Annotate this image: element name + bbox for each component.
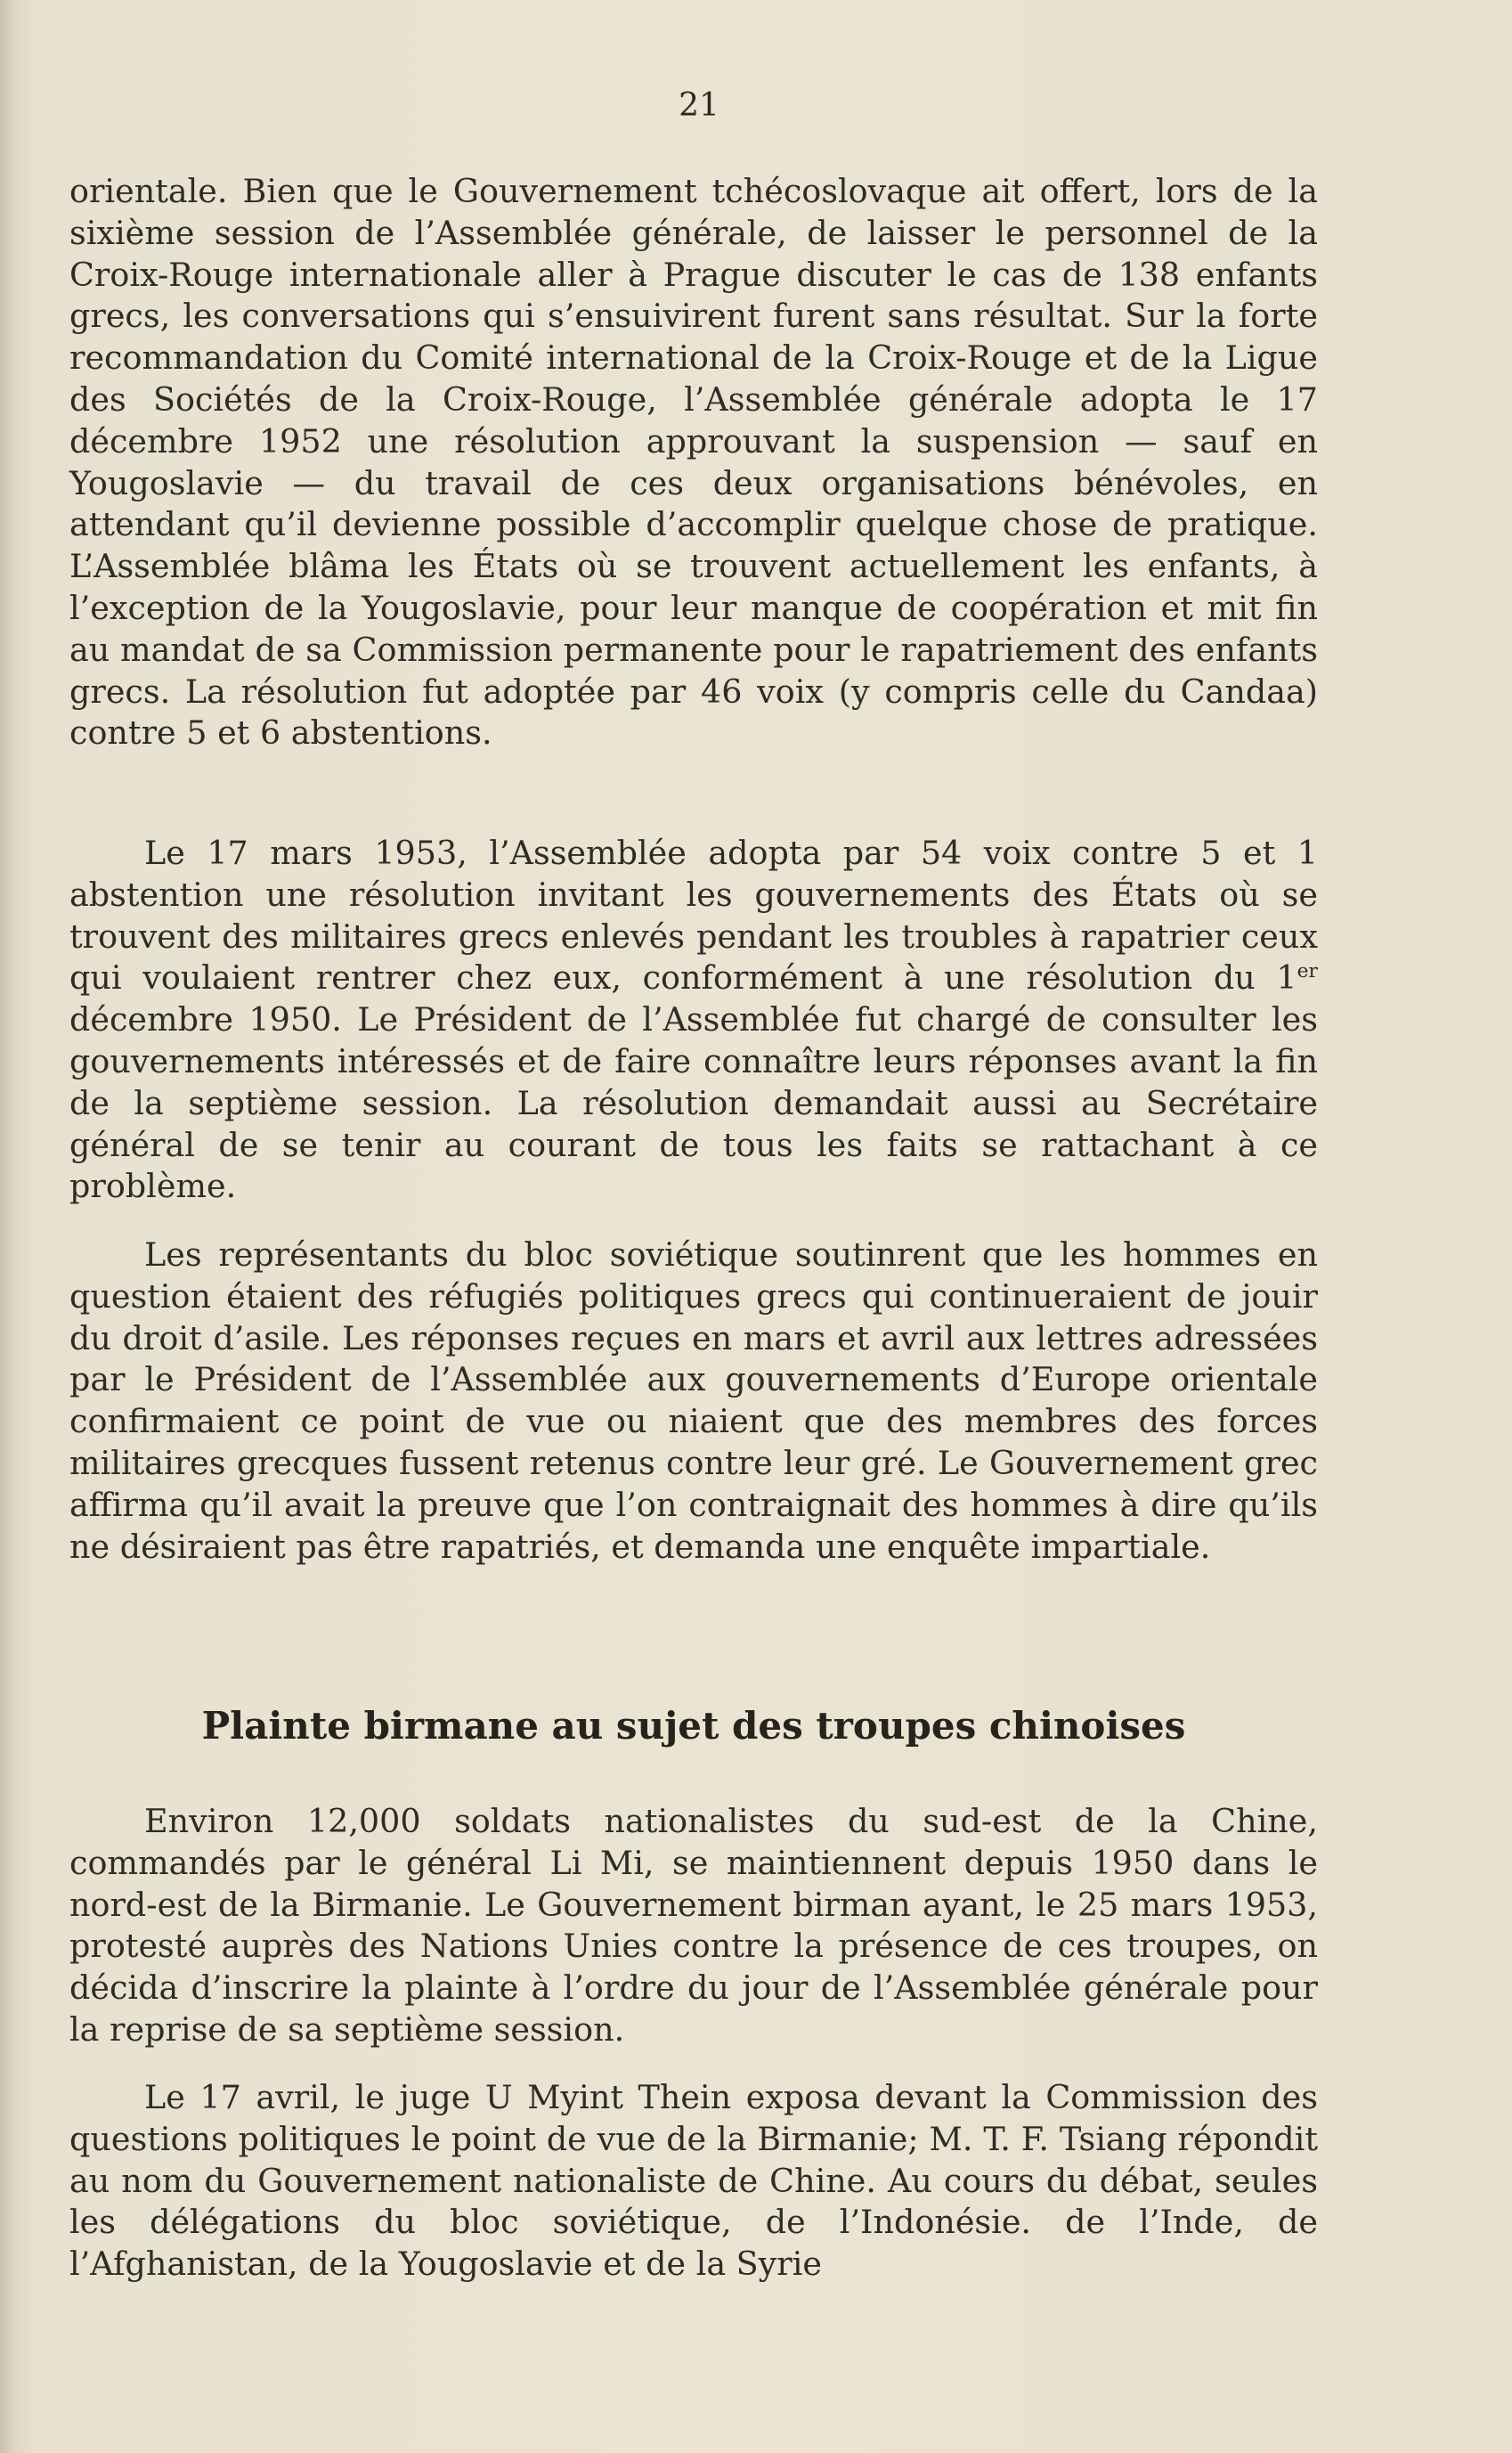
paragraph-greek-soldiers-text-2: décembre 1950. Le Président de l’Assemblée fut chargé de consulter les gouvernements intéressés et de faire connaître leurs réponses avant la fin de la septième session. La résolution demandait aussi au Secrétaire général de se tenir au courant de tous les faits se rattachant à ce problème. <box>69 1000 1318 1206</box>
paragraph-soviet-bloc: Les représentants du bloc soviétique soutinrent que les hommes en question étaient des réfugiés politiques grecs qui continueraient de jouir du droit d’asile. Les réponses reçues en mars et avril aux lettres adressées par le Président de l’Assemblée aux gouvernements d’Europe orientale confirmaient ce point de vue ou niaient que des membres des forces militaires grecques fussent retenus contre leur gré. Le Gouvernement grec affirma qu’il avait la preuve que l’on contraignait des hommes à dire qu’ils ne désiraient pas être rapatriés, et demanda une enquête impartiale. <box>69 1235 1318 1566</box>
ordinal-superscript: er <box>1297 960 1318 983</box>
paragraph-greek-soldiers <box>69 833 1318 1208</box>
page-number: 21 <box>679 87 719 124</box>
paragraph-greek-soldiers-text-1: Le 17 mars 1953, l’Assemblée adopta par 54 voix contre 5 et 1 abstention une résolution invitant les gouvernements des États où se trouvent des militaires grecs enlevés pendant les troubles à rapatrier ceux qui voulaient rentrer chez eux, conformément à une résolution du 1 <box>69 834 1318 998</box>
paragraph-political-committee: Le 17 avril, le juge U Myint Thein exposa devant la Commission des questions politiques le point de vue de la Birmanie; M. T. F. Tsiang répondit au nom du Gouvernement nationaliste de Chine. Au cours du débat, seules les délégations du bloc soviétique, de l’Indonésie. de l’Inde, de l’Afghanistan, de la Yougoslavie et de la Syrie <box>69 2078 1318 2284</box>
paragraph-chinese-troops: Environ 12,000 soldats nationalistes du sud-est de la Chine, commandés par le général Li Mi, se maintiennent depuis 1950 dans le nord-est de la Birmanie. Le Gouvernement birman ayant, le 25 mars 1953, protesté auprès des Nations Unies contre la présence de ces troupes, on décida d’inscrire la plainte à l’ordre du jour de l’Assemblée générale pour la reprise de sa septième session. <box>69 1802 1318 2049</box>
section-heading: Plainte birmane au sujet des troupes chinoises <box>201 1704 1186 1748</box>
paragraph-greek-children: orientale. Bien que le Gouvernement tchécoslovaque ait offert, lors de la sixième session de l’Assemblée générale, de laisser le personnel de la Croix-Rouge internationale aller à Prague discuter le cas de 138 enfants grecs, les conversations qui s’ensuivirent furent sans résultat. Sur la forte recommandation du Comité international de la Croix-Rouge et de la Ligue des Sociétés de la Croix-Rouge, l’Assemblée générale adopta le 17 décembre 1952 une résolution approuvant la suspension — sauf en Yougoslavie — du travail de ces deux organisations bénévoles, en attendant qu’il devienne possible d’accomplir quelque chose de pratique. L’Assemblée blâma les États où se trouvent actuellement les enfants, à l’exception de la Yougoslavie, pour leur manque de coopération et mit fin au mandat de sa Commission permanente pour le rapatriement des enfants grecs. La résolution fut adoptée par 46 voix (y compris celle du Candaa) contre 5 et 6 abstentions. <box>69 172 1318 753</box>
